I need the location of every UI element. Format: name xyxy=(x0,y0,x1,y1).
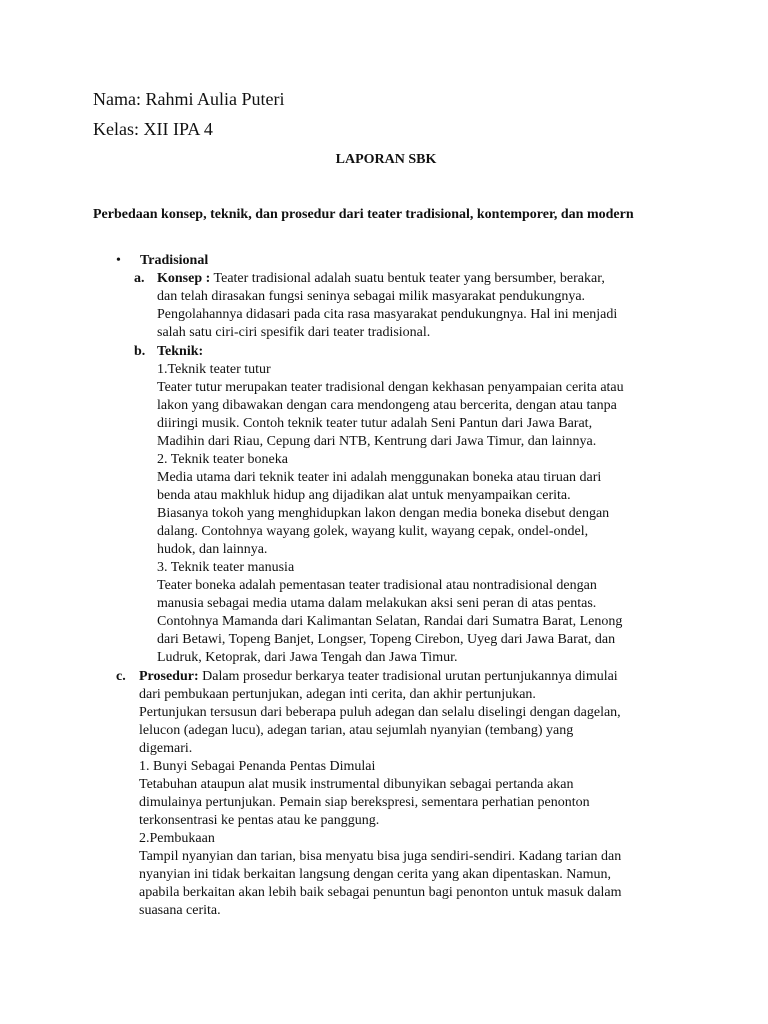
prosedur-label: Prosedur: xyxy=(139,669,199,684)
prosedur-line: 2.Pembukaan xyxy=(139,831,215,846)
teknik-line: 3. Teknik teater manusia xyxy=(157,560,295,575)
teknik-line: 1.Teknik teater tutur xyxy=(157,362,271,377)
prosedur-line: suasana cerita. xyxy=(139,903,221,918)
list-marker-a: a. xyxy=(134,271,145,286)
teknik-line: diiringi musik. Contoh teknik teater tutur adalah Seni Pantun dari Jawa Barat, xyxy=(157,416,593,431)
prosedur-line: digemari. xyxy=(139,741,193,756)
konsep-block xyxy=(157,270,617,342)
teknik-line: dari Betawi, Topeng Banjet, Longser, Topeng Cirebon, Uyeg dari Jawa Barat, dan xyxy=(157,632,616,647)
section-heading: Perbedaan konsep, teknik, dan prosedur dari teater tradisional, kontemporer, dan modern xyxy=(93,207,634,222)
document-title: LAPORAN SBK xyxy=(335,152,437,167)
list-marker-b: b. xyxy=(134,344,146,359)
bullet-item-tradisional xyxy=(116,252,209,270)
teknik-block xyxy=(157,343,624,667)
teknik-label: Teknik: xyxy=(157,344,204,359)
bullet-label: Tradisional xyxy=(140,253,209,268)
teknik-line: Teater boneka adalah pementasan teater tradisional atau nontradisional dengan xyxy=(157,578,597,593)
teknik-line: dalang. Contohnya wayang golek, wayang kulit, wayang cepak, ondel-ondel, xyxy=(157,524,589,539)
bullet-icon: • xyxy=(116,253,121,268)
prosedur-block xyxy=(139,668,621,920)
teknik-line: benda atau makhluk hidup ang dijadikan alat untuk menyampaikan cerita. xyxy=(157,488,571,503)
student-class: Kelas: XII IPA 4 xyxy=(93,119,213,139)
konsep-label: Konsep : xyxy=(157,271,211,286)
prosedur-line: apabila berkaitan akan lebih baik sebagai penuntun bagi penonton untuk masuk dalam xyxy=(139,885,622,900)
student-name: Nama: Rahmi Aulia Puteri xyxy=(93,89,285,109)
teknik-line: Madihin dari Riau, Cepung dari NTB, Kentrung dari Jawa Timur, dan lainnya. xyxy=(157,434,597,449)
teknik-line: lakon yang dibawakan dengan cara mendongeng atau bercerita, dengan atau tanpa xyxy=(157,398,617,413)
prosedur-line: lelucon (adegan lucu), adegan tarian, atau sejumlah nyanyian (tembang) yang xyxy=(139,723,574,738)
prosedur-line: nyanyian ini tidak berkaitan langsung dengan cerita yang akan dipentaskan. Namun, xyxy=(139,867,611,882)
prosedur-line: dimulainya pertunjukan. Pemain siap berekspresi, sementara perhatian penonton xyxy=(139,795,590,810)
teknik-line: manusia sebagai media utama dalam melakukan aksi seni peran di atas pentas. xyxy=(157,596,597,611)
prosedur-line: dari pembukaan pertunjukan, adegan inti cerita, dan akhir pertunjukan. xyxy=(139,687,536,702)
list-marker-c: c. xyxy=(116,669,126,684)
teknik-line: hudok, dan lainnya. xyxy=(157,542,268,557)
teknik-line: Ludruk, Ketoprak, dari Jawa Tengah dan Jawa Timur. xyxy=(157,650,458,665)
prosedur-line: 1. Bunyi Sebagai Penanda Pentas Dimulai xyxy=(139,759,376,774)
prosedur-line: Prosedur: Dalam prosedur berkarya teater tradisional urutan pertunjukannya dimulai xyxy=(139,669,618,684)
teknik-line: Biasanya tokoh yang menghidupkan lakon dengan media boneka disebut dengan xyxy=(157,506,610,521)
konsep-line: Konsep : Teater tradisional adalah suatu bentuk teater yang bersumber, berakar, xyxy=(157,271,605,286)
prosedur-line: Pertunjukan tersusun dari beberapa puluh adegan dan selalu diselingi dengan dagelan, xyxy=(139,705,621,720)
prosedur-line: Tetabuhan ataupun alat musik instrumental dibunyikan sebagai pertanda akan xyxy=(139,777,574,792)
teknik-line: Media utama dari teknik teater ini adalah menggunakan boneka atau tiruan dari xyxy=(157,470,602,485)
teknik-line: 2. Teknik teater boneka xyxy=(157,452,288,467)
konsep-line: salah satu ciri-ciri spesifik dari teater tradisional. xyxy=(157,325,431,340)
konsep-line: Pengolahannya didasari pada cita rasa masyarakat pendukungnya. Hal ini menjadi xyxy=(157,307,618,322)
prosedur-line: terkonsentrasi ke pentas atau ke panggung. xyxy=(139,813,380,828)
prosedur-line: Tampil nyanyian dan tarian, bisa menyatu bisa juga sendiri-sendiri. Kadang tarian dan xyxy=(139,849,622,864)
konsep-line: dan telah dirasakan fungsi seninya sebagai milik masyarakat pendukungnya. xyxy=(157,289,586,304)
teknik-line: Teater tutur merupakan teater tradisional dengan kekhasan penyampaian cerita atau xyxy=(157,380,624,395)
teknik-line: Contohnya Mamanda dari Kalimantan Selatan, Randai dari Sumatra Barat, Lenong xyxy=(157,614,623,629)
